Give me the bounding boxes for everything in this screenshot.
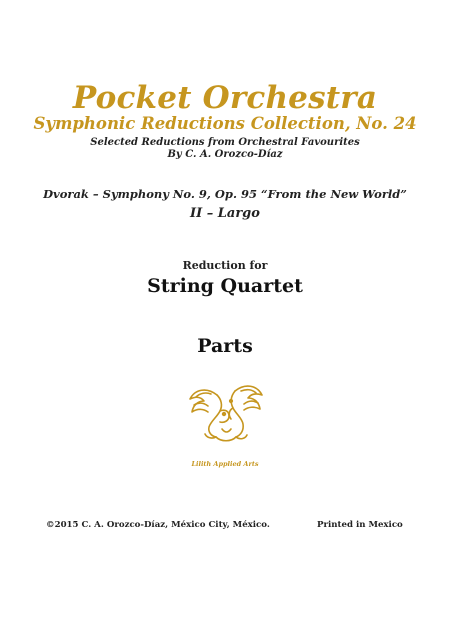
selection-note: Selected Reductions from Orchestral Favourites bbox=[90, 137, 360, 148]
copyright-notice: ©2015 C. A. Orozco-Díaz, México City, México. bbox=[46, 520, 270, 530]
movement-title: II – Largo bbox=[190, 206, 260, 221]
dragon-phoenix-emblem-icon bbox=[187, 381, 265, 445]
ensemble-name: String Quartet bbox=[147, 275, 303, 297]
collection-title: Pocket Orchestra bbox=[72, 80, 378, 116]
printed-in-note: Printed in Mexico bbox=[317, 520, 403, 530]
arranger-credit: By C. A. Orozco-Díaz bbox=[167, 149, 283, 160]
parts-heading: Parts bbox=[197, 335, 253, 357]
publisher-name: Lilith Applied Arts bbox=[191, 460, 259, 468]
work-title: Dvorak – Symphony No. 9, Op. 95 “From the New World” bbox=[43, 187, 407, 201]
collection-subtitle: Symphonic Reductions Collection, No. 24 bbox=[33, 114, 417, 133]
reduction-label: Reduction for bbox=[182, 259, 268, 272]
